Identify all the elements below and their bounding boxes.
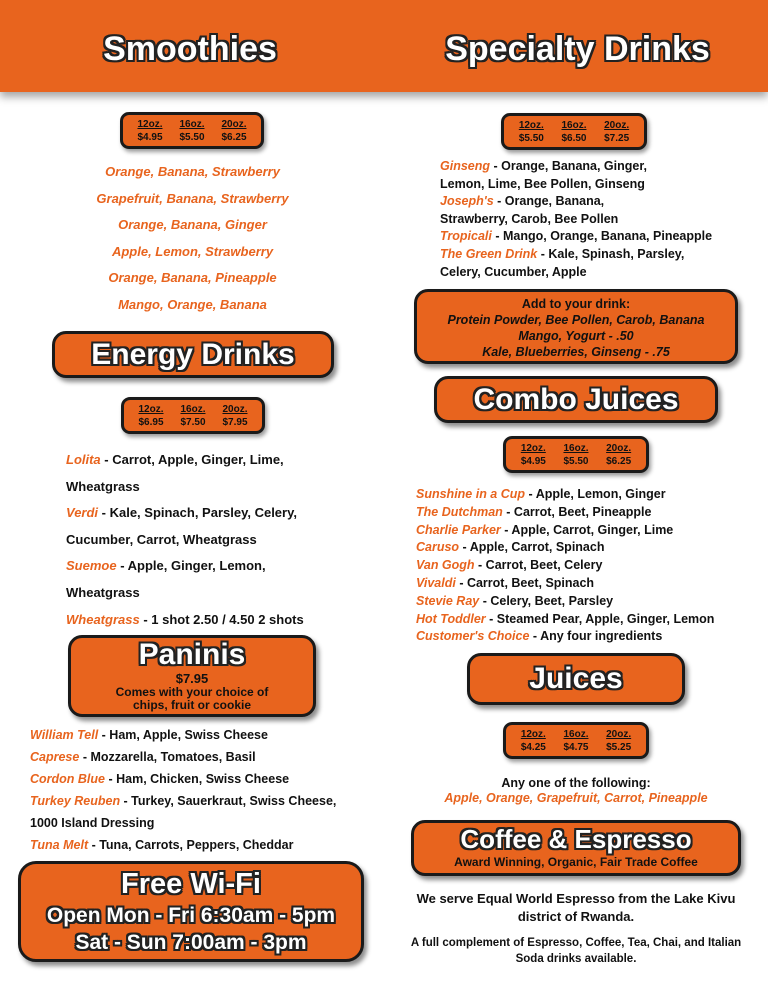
price-col: 20oz. $7.95 <box>222 404 248 428</box>
list-item: The Green Drink - Kale, Spinash, Parsley, <box>440 246 685 261</box>
list-item: Turkey Reuben - Turkey, Sauerkraut, Swiss Cheese, <box>30 794 337 808</box>
coffee-serve: We serve Equal World Espresso from the Lake Kivu district of Rwanda. <box>416 891 736 924</box>
paninis-title: Paninis <box>138 638 246 671</box>
paninis-price: $7.95 <box>175 671 209 686</box>
energy-price-box <box>121 397 265 434</box>
energy-list <box>66 447 366 633</box>
energy-title-box <box>52 331 334 378</box>
addons-line: Mango, Yogurt - .50 <box>518 329 634 343</box>
list-item: Charlie Parker - Apple, Carrot, Ginger, Lime <box>416 522 674 537</box>
price-col: 16oz. $6.50 <box>561 120 587 144</box>
list-item: Lemon, Lime, Bee Pollen, Ginseng <box>440 176 645 191</box>
wifi-title: Free Wi-Fi <box>121 868 261 900</box>
list-item: Strawberry, Carob, Bee Pollen <box>440 211 619 226</box>
list-item: Orange, Banana, Pineapple <box>108 270 277 285</box>
specialty-title: Specialty Drinks <box>445 30 710 68</box>
coffee-box <box>411 820 741 876</box>
specialty-list <box>440 158 740 281</box>
list-item: Vivaldi - Carrot, Beet, Spinach <box>416 575 595 590</box>
list-item: Lolita - Carrot, Apple, Ginger, Lime, <box>66 452 284 467</box>
list-item: Wheatgrass <box>66 478 140 494</box>
smoothies-list <box>40 164 345 323</box>
juices-title-box <box>467 653 685 705</box>
list-item: Verdi - Kale, Spinach, Parsley, Celery, <box>66 505 297 521</box>
paninis-note: chips, fruit or cookie <box>132 698 252 712</box>
list-item: The Dutchman - Carrot, Beet, Pineapple <box>416 504 652 519</box>
list-item: Orange, Banana, Strawberry <box>105 164 280 179</box>
combo-title: Combo Juices <box>473 383 679 416</box>
list-item: Cucumber, Carrot, Wheatgrass <box>66 531 257 547</box>
juices-price-box <box>503 722 649 759</box>
price-col: 12oz. $5.50 <box>518 120 544 144</box>
addons-line: Kale, Blueberries, Ginseng - .75 <box>482 345 670 359</box>
price-col: 12oz. $6.95 <box>138 404 164 428</box>
list-item: Wheatgrass <box>66 584 140 600</box>
addons-heading: Add to your drink: <box>521 297 631 311</box>
wifi-hours: Sat - Sun 7:00am - 3pm <box>75 931 307 954</box>
list-item: Apple, Lemon, Strawberry <box>111 243 274 259</box>
list-item: Celery, Cucumber, Apple <box>440 264 587 279</box>
list-item: Wheatgrass - 1 shot 2.50 / 4.50 2 shots <box>66 611 304 627</box>
list-item: William Tell - Ham, Apple, Swiss Cheese <box>30 728 268 742</box>
price-col: 20oz. $6.25 <box>221 119 247 143</box>
list-item: Van Gogh - Carrot, Beet, Celery <box>416 558 603 573</box>
list-item: Ginseng - Orange, Banana, Ginger, <box>440 159 647 173</box>
list-item: Caprese - Mozzarella, Tomatoes, Basil <box>30 750 256 764</box>
addons-box <box>414 289 738 364</box>
juices-options: Apple, Orange, Grapefruit, Carrot, Pineapple <box>444 791 708 805</box>
price-col: 12oz. $4.25 <box>520 729 546 753</box>
coffee-title: Coffee & Espresso <box>460 824 692 854</box>
list-item: 1000 Island Dressing <box>30 816 155 830</box>
price-col: 20oz. $6.25 <box>606 443 632 467</box>
price-col: 16oz. $5.50 <box>179 119 205 143</box>
list-item: Mango, Orange, Banana <box>118 296 267 312</box>
list-item: Hot Toddler - Steamed Pear, Apple, Ginger, Lemon <box>416 611 715 626</box>
price-col: 12oz. $4.95 <box>137 119 163 143</box>
combo-list <box>416 486 756 646</box>
price-col: 20oz. $5.25 <box>606 729 632 753</box>
price-col: 16oz. $4.75 <box>563 729 589 753</box>
specialty-price-box <box>501 113 647 150</box>
juices-title: Juices <box>529 662 623 695</box>
list-item: Cordon Blue - Ham, Chicken, Swiss Cheese <box>30 772 290 786</box>
list-item: Orange, Banana, Ginger <box>118 217 267 232</box>
list-item: Caruso - Apple, Carrot, Spinach <box>416 540 605 555</box>
list-item: Suemoe - Apple, Ginger, Lemon, <box>66 558 266 574</box>
list-item: Tuna Melt - Tuna, Carrots, Peppers, Cheddar <box>30 838 294 852</box>
list-item: Grapefruit, Banana, Strawberry <box>96 190 289 206</box>
juices-any: Any one of the following: <box>501 776 651 790</box>
paninis-note: Comes with your choice of <box>115 685 269 699</box>
coffee-complement: A full complement of Espresso, Coffee, Tea, Chai, and Italian Soda drinks available. <box>410 937 742 965</box>
list-item: Joseph's - Orange, Banana, <box>440 194 605 209</box>
paninis-box <box>68 635 316 717</box>
list-item: Sunshine in a Cup - Apple, Lemon, Ginger <box>416 487 666 501</box>
list-item: Stevie Ray - Celery, Beet, Parsley <box>416 593 614 608</box>
price-col: 20oz. $7.25 <box>604 120 630 144</box>
wifi-box <box>18 861 364 962</box>
smoothies-price-box <box>120 112 264 149</box>
combo-title-box <box>434 376 718 423</box>
coffee-subtitle: Award Winning, Organic, Fair Trade Coffee <box>454 855 698 869</box>
wifi-hours: Open Mon - Fri 6:30am - 5pm <box>46 904 336 927</box>
list-item: Customer's Choice - Any four ingredients <box>416 629 663 644</box>
energy-title: Energy Drinks <box>91 338 295 371</box>
paninis-list <box>30 724 370 856</box>
addons-line: Protein Powder, Bee Pollen, Carob, Banana <box>447 313 705 327</box>
price-col: 12oz. $4.95 <box>520 443 546 467</box>
smoothies-title: Smoothies <box>103 30 277 68</box>
combo-price-box <box>503 436 649 473</box>
price-col: 16oz. $5.50 <box>563 443 589 467</box>
list-item: Tropicali - Mango, Orange, Banana, Pineapple <box>440 229 713 244</box>
price-col: 16oz. $7.50 <box>180 404 206 428</box>
